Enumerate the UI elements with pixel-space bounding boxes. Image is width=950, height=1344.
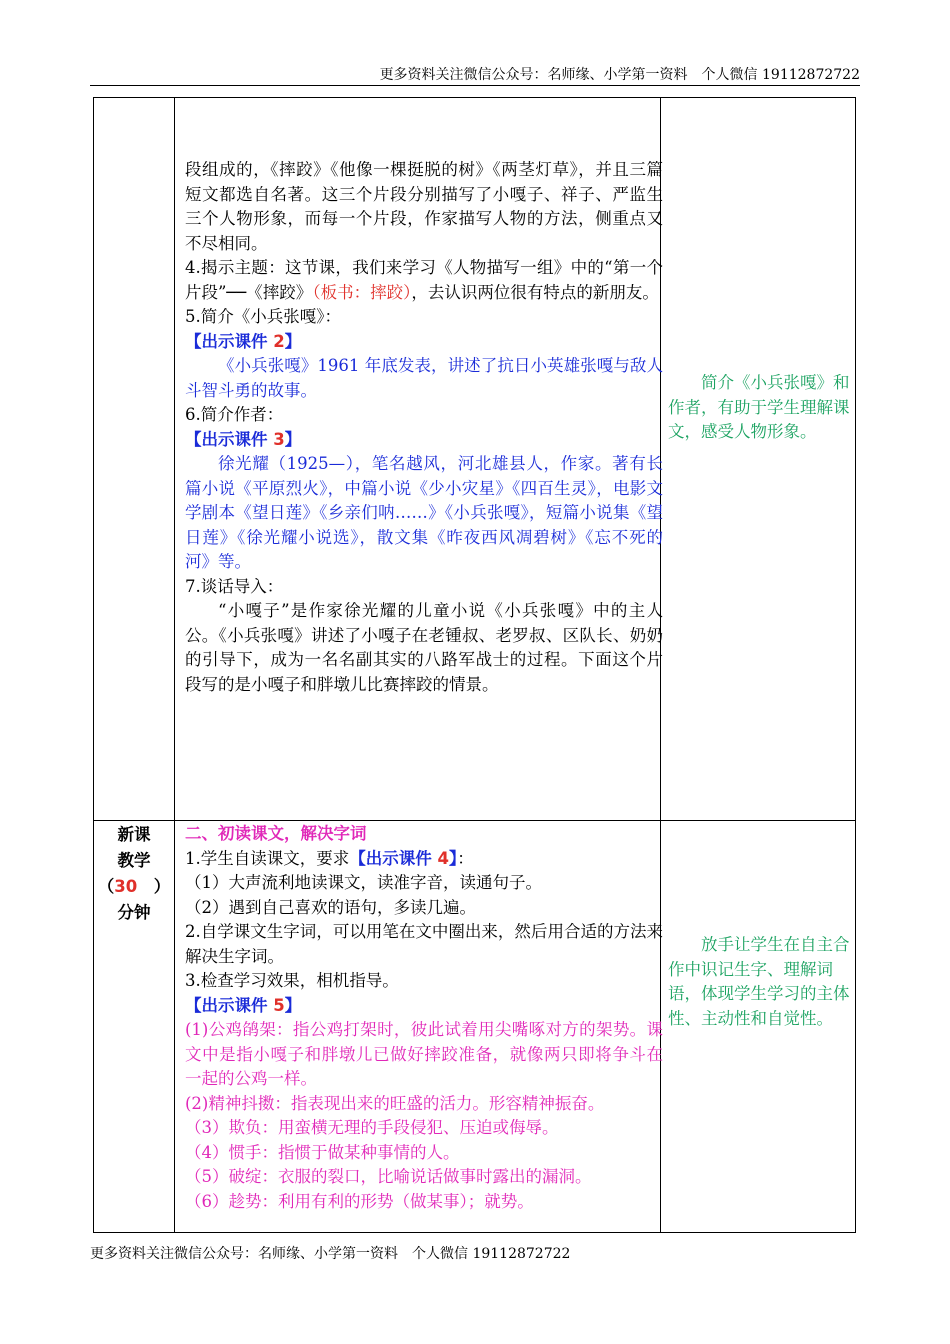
vocab-item: （5）破绽：衣服的裂口，比喻说话做事时露出的漏洞。 bbox=[185, 1167, 592, 1186]
stage-time: （30 ） bbox=[97, 877, 171, 896]
row2-design-note: 放手让学生在自主合作中识记生字、理解词语，体现学生学习的主体性、主动性和自觉性。 bbox=[668, 935, 850, 1028]
stage-line: 新课 bbox=[117, 825, 151, 844]
board-note: （板书：摔跤） bbox=[312, 282, 412, 302]
courseware-label: 【出示课件 2】 bbox=[185, 331, 302, 351]
vocab-item: (2)精神抖擞：指表现出来的旺盛的活力。形容精神振奋。 bbox=[185, 1093, 605, 1113]
column-divider bbox=[174, 98, 175, 1232]
lesson-table bbox=[93, 97, 856, 1233]
paragraph: （2）遇到自己喜欢的语句，多读几遍。 bbox=[185, 897, 476, 917]
paragraph: 7.谈话导入： bbox=[185, 576, 284, 596]
paragraph: 1.学生自读课文，要求【出示课件 4】： bbox=[185, 848, 474, 868]
courseware-label: 【出示课件 3】 bbox=[185, 429, 302, 449]
paragraph: 5.简介《小兵张嘎》： bbox=[185, 307, 341, 326]
page-header: 更多资料关注微信公众号：名师缘、小学第一资料 个人微信 19112872722 bbox=[90, 64, 860, 86]
paragraph: 2.自学课文生字词，可以用笔在文中圈出来，然后用合适的方法来解决生字词。 bbox=[185, 922, 663, 966]
vocab-item: （4）惯手：指惯于做某种事情的人。 bbox=[185, 1142, 460, 1162]
paragraph: “小嘎子”是作家徐光耀的儿童小说《小兵张嘎》中的主人公。《小兵张嘎》讲述了小嘎子在老锺叔、老罗叔、区队长、奶奶的引导下，成为一名名副其实的八路军战士的过程。下面这个片段写的是小嘎子和胖墩儿比赛摔跤的情景。 bbox=[185, 601, 663, 694]
vocab-item: （3）欺负：用蛮横无理的手段侵犯、压迫或侮辱。 bbox=[185, 1118, 559, 1137]
stage-line: 教学 bbox=[117, 851, 151, 870]
row1-content bbox=[185, 158, 663, 697]
vocab-item: （6）趁势：利用有利的形势（做某事）；就势。 bbox=[185, 1191, 534, 1211]
section-title: 二、初读课文，解决字词 bbox=[185, 824, 367, 843]
row-divider bbox=[94, 820, 855, 821]
paragraph: 3.检查学习效果，相机指导。 bbox=[185, 971, 399, 990]
page-footer: 更多资料关注微信公众号：名师缘、小学第一资料 个人微信 19112872722 bbox=[90, 1246, 571, 1262]
row2-content bbox=[185, 822, 663, 1214]
row1-design-note: 简介《小兵张嘎》和作者，有助于学生理解课文，感受人物形象。 bbox=[668, 373, 850, 441]
row2-stage-label bbox=[94, 822, 174, 926]
paragraph: （1）大声流利地读课文，读准字音，读通句子。 bbox=[185, 873, 542, 892]
paragraph: 《小兵张嘎》1961 年底发表，讲述了抗日小英雄张嘎与敌人斗智斗勇的故事。 bbox=[185, 356, 663, 400]
paragraph: 徐光耀（1925—），笔名越风，河北雄县人，作家。著有长篇小说《平原烈火》，中篇小说《少小灾星》《四百生灵》，电影文学剧本《望日莲》《乡亲们呐……》《小兵张嘎》，短篇小说集《望日莲》《徐光耀小说选》，散文集《昨夜西风凋碧树》《忘不死的河》等。 bbox=[185, 454, 663, 571]
vocab-item: (1)公鸡鹐架：指公鸡打架时，彼此试着用尖嘴啄对方的架势。课文中是指小嘎子和胖墩儿已做好摔跤准备，就像两只即将争斗在一起的公鸡一样。 bbox=[185, 1020, 663, 1088]
courseware-label: 【出示课件 5】 bbox=[185, 995, 302, 1015]
paragraph: 6.简介作者： bbox=[185, 405, 284, 424]
paragraph: 4.揭示主题：这节课，我们来学习《人物描写一组》中的“第一个片段”──《摔跤》（板书：摔跤），去认识两位很有特点的新朋友。 bbox=[185, 258, 663, 302]
paragraph: 段组成的，《摔跤》《他像一棵挺脱的树》《两茎灯草》，并且三篇短文都选自名著。这三个片段分别描写了小嘎子、祥子、严监生三个人物形象，而每一个片段，作家描写人物的方法，侧重点又不尽相同。 bbox=[185, 160, 663, 253]
stage-line: 分钟 bbox=[117, 903, 151, 922]
